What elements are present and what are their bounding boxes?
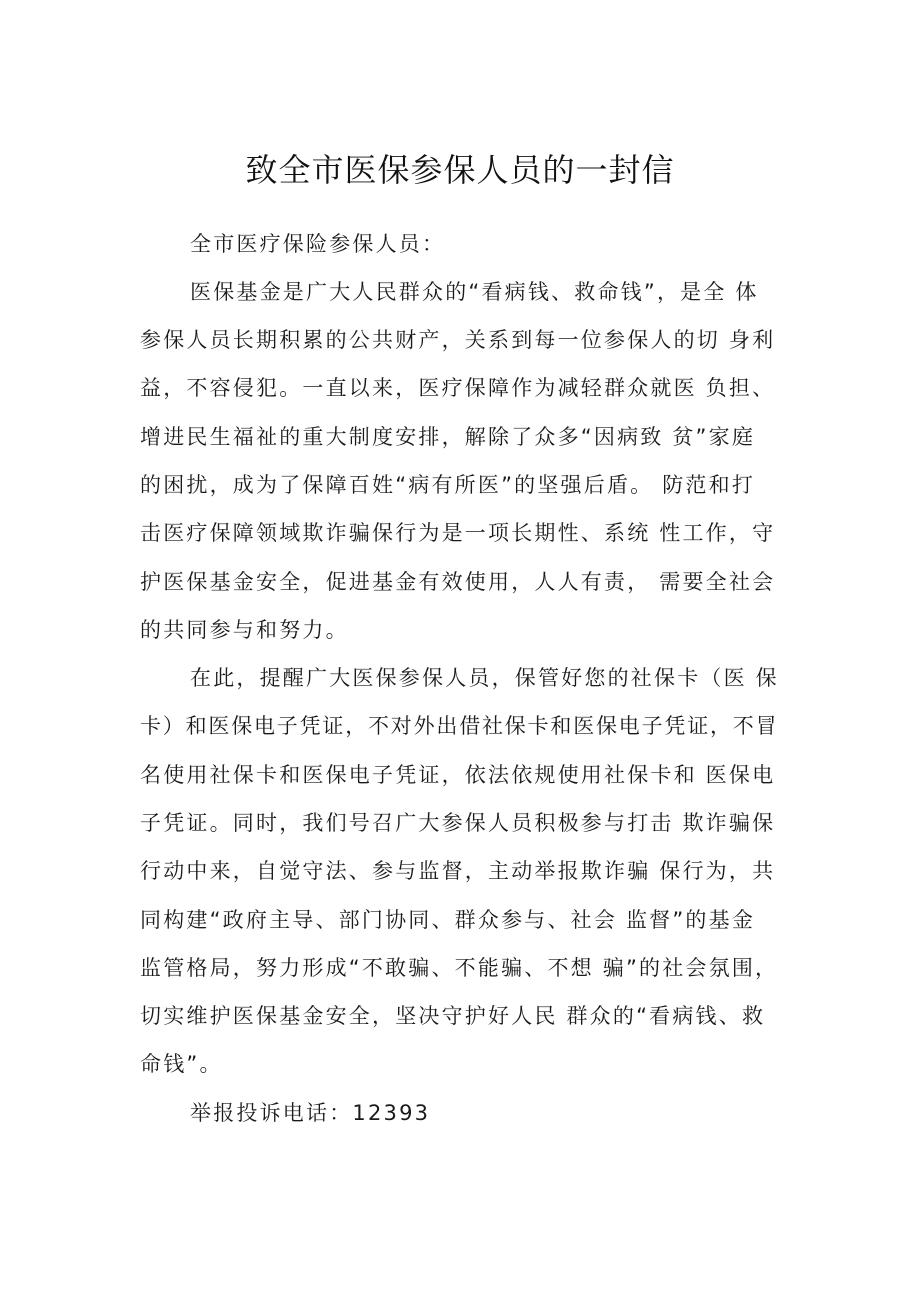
paragraph-line: 医保基金是广大人民群众的“看病钱、救命钱”，是全 体 <box>190 280 759 304</box>
paragraph-line: 的困扰，成为了保障百姓“病有所医”的坚强后盾。 防范和打 <box>140 473 756 497</box>
paragraph-line: 护医保基金安全，促进基金有效使用，人人有责， 需要全社会 <box>140 570 776 594</box>
paragraph-line: 监管格局，努力形成“不敢骗、不能骗、不想 骗”的社会氛围， <box>140 956 779 980</box>
paragraph-line: 击医疗保障领域欺诈骗保行为是一项长期性、系统 性工作，守 <box>140 521 776 545</box>
paragraph-line: 增进民生福祉的重大制度安排，解除了众多“因病致 贫”家庭 <box>140 425 756 449</box>
hotline-label: 举报投诉电话： <box>190 1101 353 1125</box>
hotline-number: 12393 <box>352 1101 431 1125</box>
paragraph-line: 卡）和医保电子凭证，不对外出借社保卡和医保电子凭证，不冒 <box>140 714 779 738</box>
paragraph-line: 益，不容侵犯。一直以来，医疗保障作为减轻群众就医 负担、 <box>140 376 776 400</box>
salutation: 全市医疗保险参保人员： <box>190 232 446 256</box>
paragraph-line: 在此，提醒广大医保参保人员，保管好您的社保卡（医 保 <box>190 666 779 690</box>
paragraph-line: 的共同参与和努力。 <box>140 618 349 642</box>
paragraph-line: 同构建“政府主导、部门协同、群众参与、社会 监督”的基金 <box>140 908 756 932</box>
paragraph-line: 名使用社保卡和医保电子凭证，依法依规使用社保卡和 医保电 <box>140 763 776 787</box>
paragraph-line: 命钱”。 <box>140 1052 223 1076</box>
paragraph-line: 切实维护医保基金安全，坚决守护好人民 群众的“看病钱、救 <box>140 1004 766 1028</box>
paragraph-line: 行动中来，自觉守法、参与监督，主动举报欺诈骗 保行为，共 <box>140 859 776 883</box>
paragraph-line: 参保人员长期积累的公共财产，关系到每一位参保人的切 身利 <box>140 328 776 352</box>
page-title: 致全市医保参保人员的一封信 <box>245 151 675 189</box>
paragraph-line: 子凭证。同时，我们号召广大参保人员积极参与打击 欺诈骗保 <box>140 811 776 835</box>
hotline <box>190 1093 430 1133</box>
